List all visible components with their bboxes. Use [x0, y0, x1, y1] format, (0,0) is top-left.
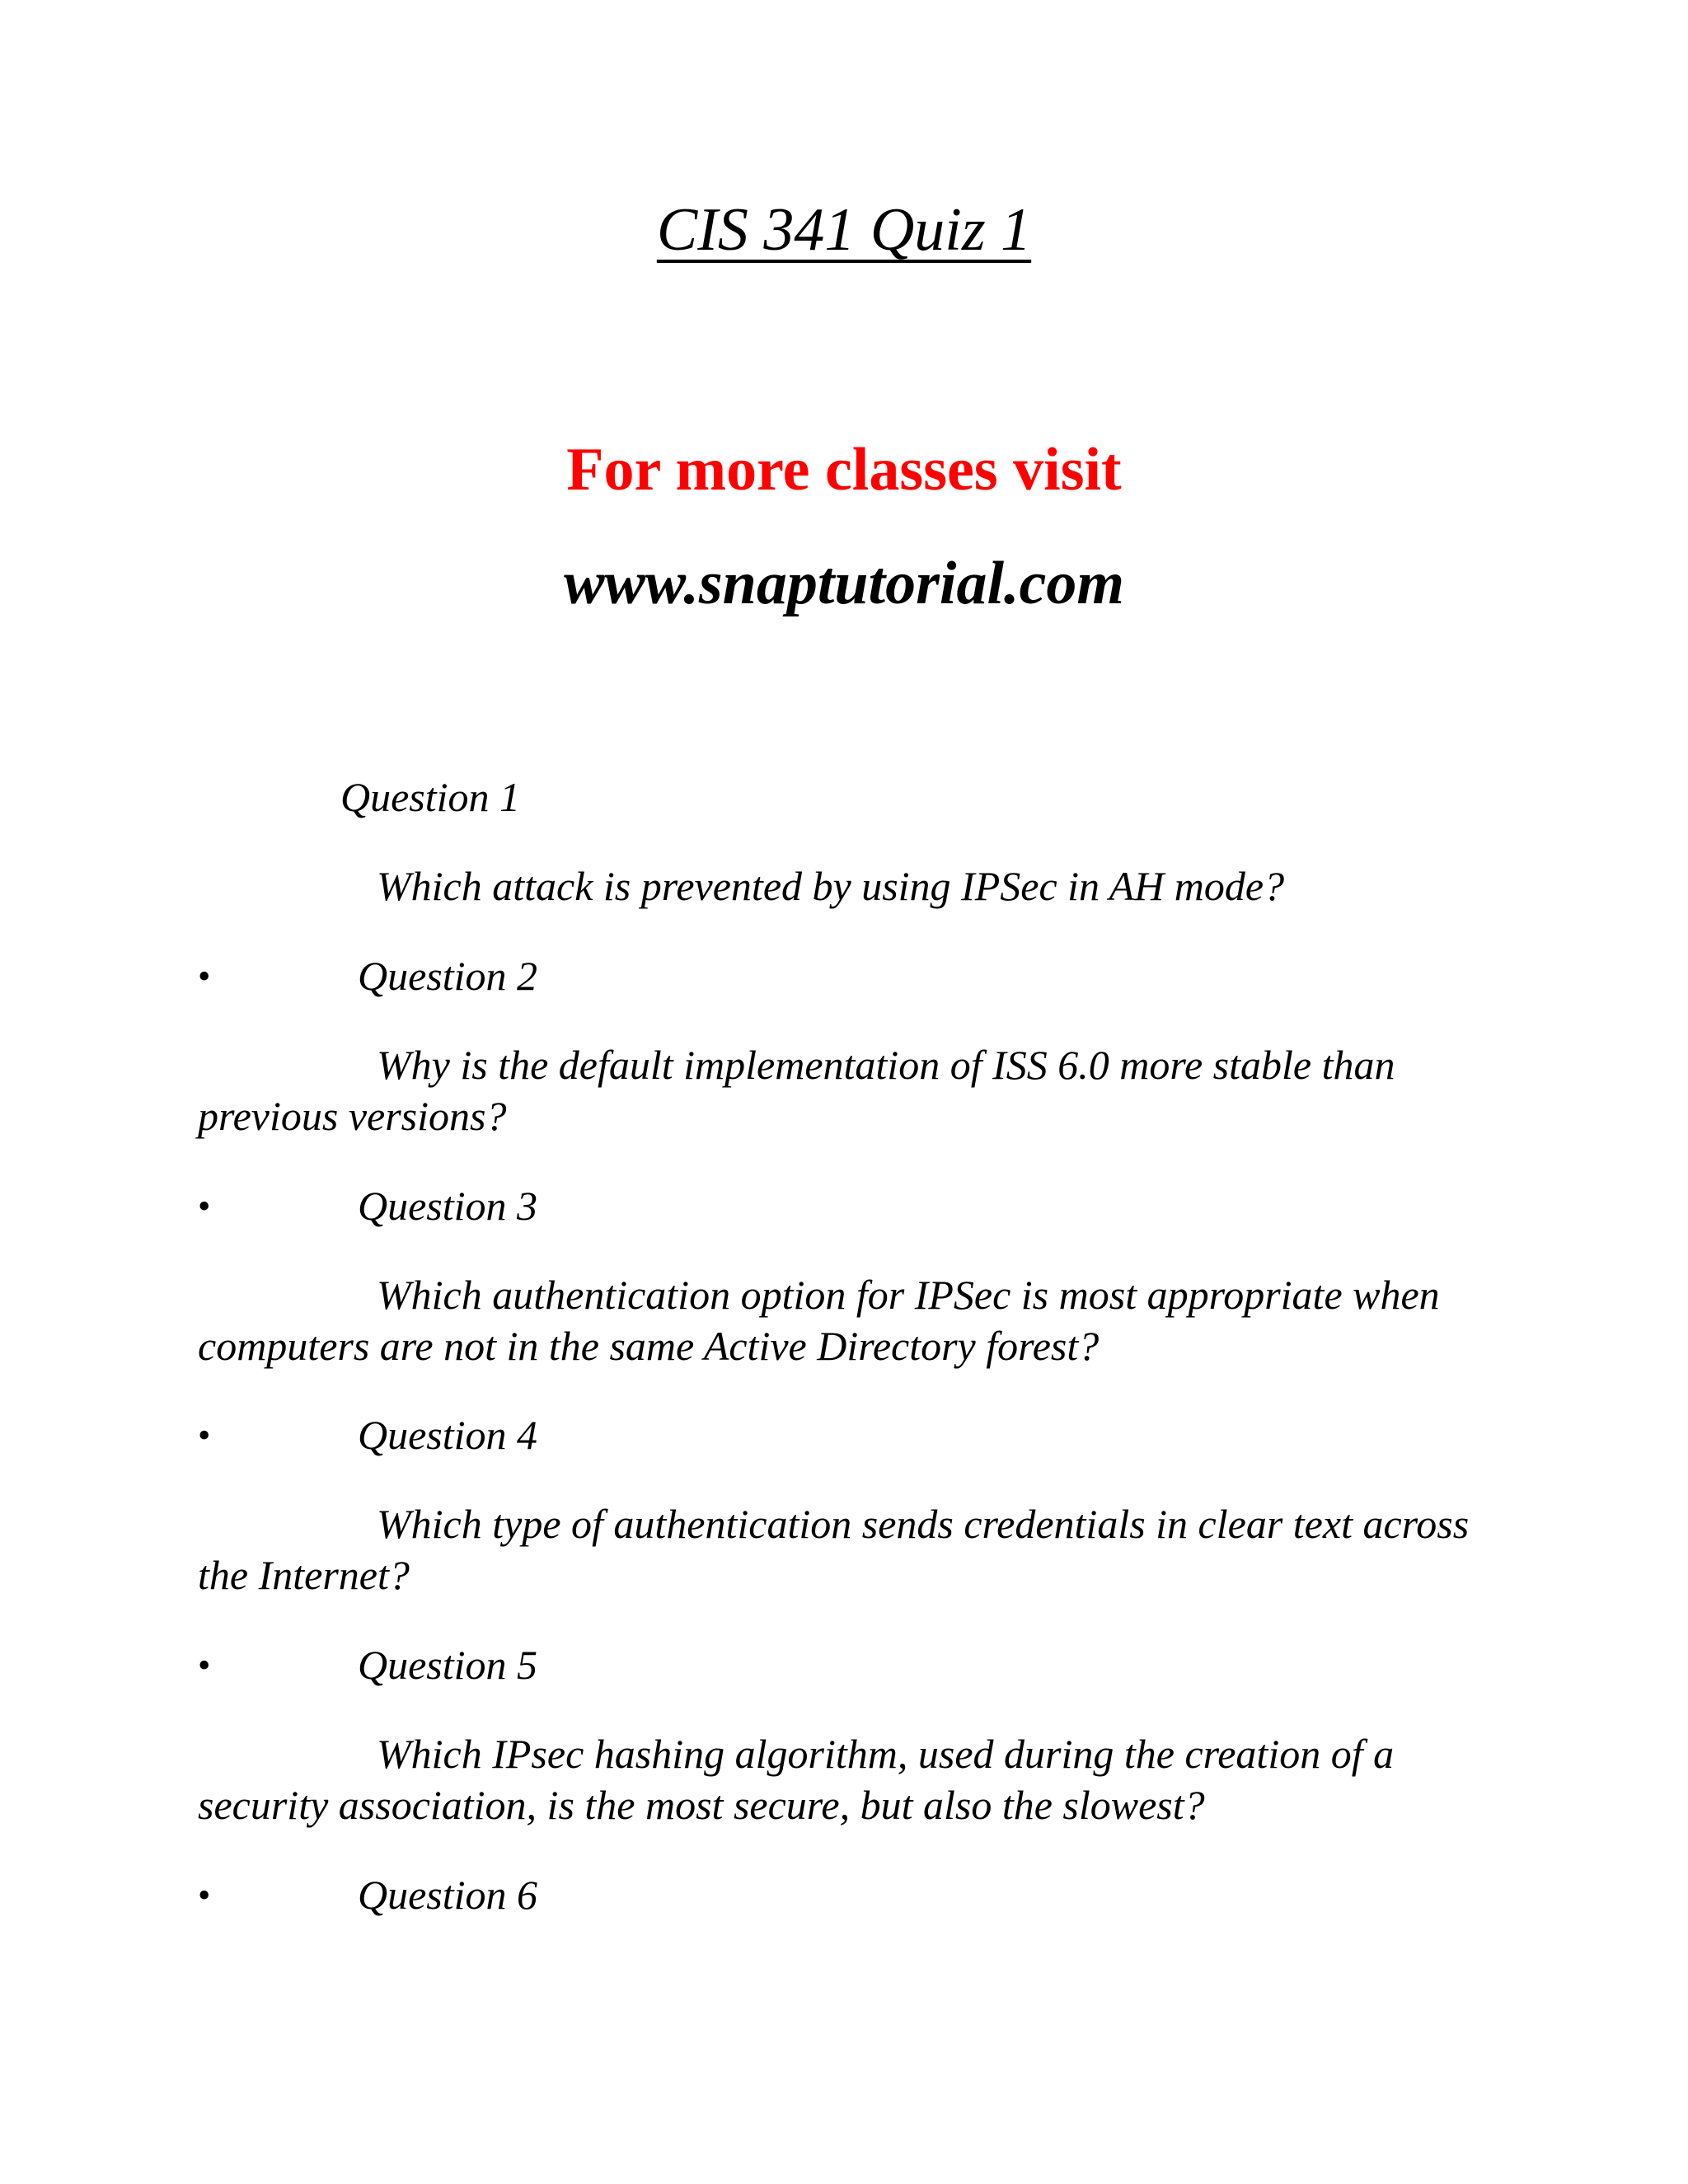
question-label: Question 4 [358, 1412, 538, 1458]
question-label: Question 6 [358, 1872, 538, 1918]
question-text: Which IPsec hashing algorithm, used during the creation of a security association, is the most secure, but also the slowest? [198, 1731, 1395, 1828]
bullet-icon: • [198, 1186, 211, 1226]
bullet-icon: • [198, 1415, 211, 1455]
bullet-icon: • [198, 1875, 211, 1915]
question-text: Which authentication option for IPSec is most appropriate when computers are not in the same Active Directory forest? [198, 1272, 1440, 1369]
question-label: Question 1 [340, 774, 521, 820]
promo-url[interactable]: www.snaptutorial.com [564, 550, 1124, 617]
promo-line: For more classes visit [566, 436, 1122, 504]
page-title: CIS 341 Quiz 1 [656, 196, 1032, 264]
bullet-icon: • [198, 1645, 211, 1685]
question-text: Which type of authentication sends credentials in clear text across the Internet? [198, 1501, 1470, 1598]
bullet-icon: • [198, 956, 211, 996]
question-text: Why is the default implementation of ISS 6.0 more stable than previous versions? [198, 1042, 1395, 1139]
question-text: Which attack is prevented by using IPSec in AH mode? [377, 863, 1285, 909]
question-label: Question 5 [358, 1642, 538, 1688]
question-label: Question 2 [358, 953, 538, 999]
question-label: Question 3 [358, 1183, 538, 1229]
